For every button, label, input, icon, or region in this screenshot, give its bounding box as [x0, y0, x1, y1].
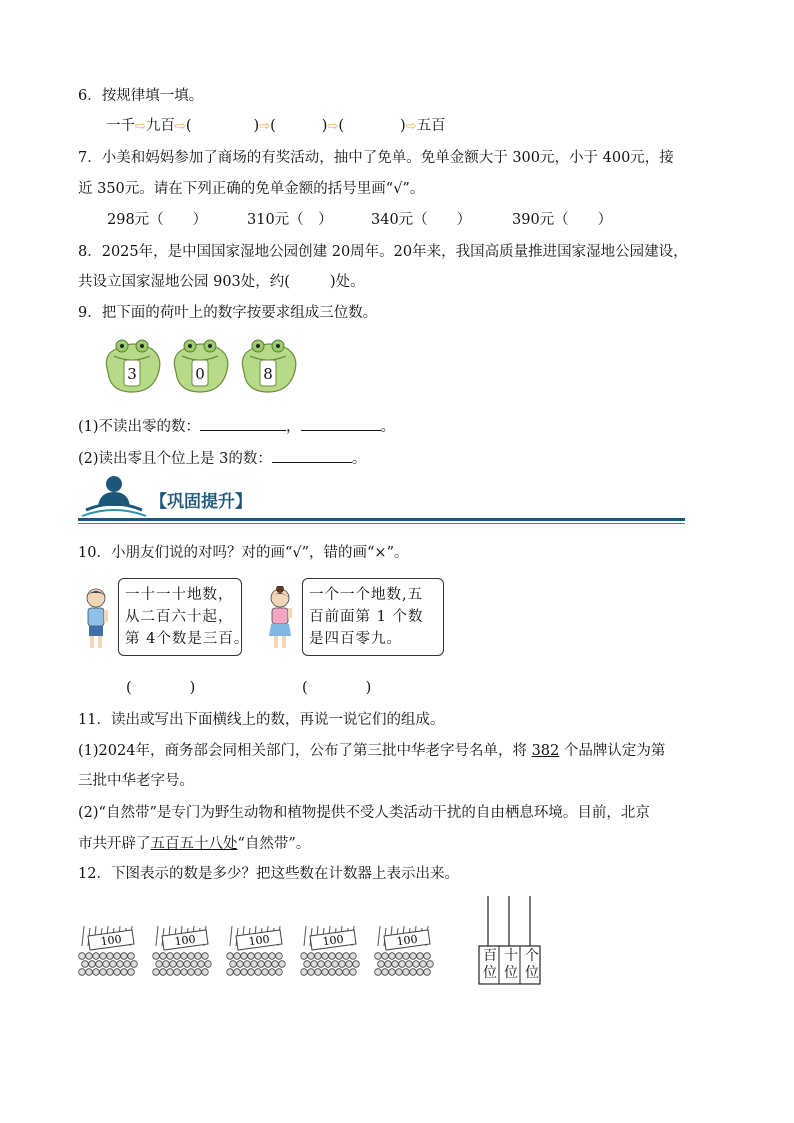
girl-avatar	[262, 586, 298, 652]
section-divider	[78, 518, 685, 521]
hundred-bundle	[375, 926, 434, 975]
section-divider-thin	[78, 523, 685, 524]
q11-p2-line2	[78, 832, 310, 853]
q7-option-4: 390元（ ）	[512, 212, 613, 228]
hundred-bundle	[227, 926, 286, 975]
bubble-line: 百前面第 1 个数	[309, 609, 424, 625]
answer-blank	[301, 416, 381, 431]
q11-p2-text: 市共开辟了	[78, 836, 151, 852]
bundle-label: 100	[247, 932, 271, 949]
bubble-line: 一十一十地数，	[125, 587, 234, 603]
q8-line1: 8．2025年，是中国国家湿地公园创建 20周年。20年来，我国高质量推进国家湿地公园建设，	[78, 244, 688, 260]
q11-p1-text-end: 个品牌认定为第	[559, 743, 666, 759]
hundred-bundle	[79, 926, 138, 975]
q11-p1-underlined-number: 382	[531, 743, 560, 759]
arrow-right-icon: ⇨	[327, 119, 339, 134]
bundle-label: 100	[395, 932, 419, 949]
seq-item-end: 五百	[416, 118, 446, 134]
q9-sub1	[78, 415, 395, 436]
q6-sequence	[106, 114, 446, 135]
blank-close-3: )	[399, 118, 406, 134]
answer-blank	[272, 448, 352, 463]
q9-sub1-end: 。	[380, 419, 396, 435]
seq-item-2: 九百	[145, 118, 175, 134]
bubble-line: 是四百零九。	[309, 631, 402, 647]
q7-line2: 近 350元。请在下列正确的免单金额的括号里画“√”。	[78, 181, 425, 197]
q11-p2-underlined-number: 五百五十八处	[150, 836, 238, 852]
lotus-leaf-3	[242, 340, 295, 392]
q11-p1-line1	[78, 739, 665, 760]
lotus-digit-2: 0	[195, 365, 205, 383]
q7-option-1: 298元（ ）	[107, 212, 208, 228]
q10-answer-2: ( )	[302, 680, 372, 696]
arrow-right-icon: ⇨	[135, 119, 146, 134]
hundred-bundles	[74, 922, 464, 984]
q10-title: 10．小朋友们说的对吗？对的画“√”，错的画“×”。	[78, 545, 409, 561]
q7-option-2: 310元（ ）	[247, 212, 333, 228]
q10-answer-1: ( )	[126, 680, 196, 696]
q7-option-3: 340元（ ）	[371, 212, 472, 228]
hundred-bundle	[153, 926, 212, 975]
q11-title: 11．读出或写出下面横线上的数，再说一说它们的组成。	[78, 712, 445, 728]
lotus-leaf-2	[174, 340, 227, 392]
q9-sub1-sep: ，	[286, 419, 301, 435]
blank-open-1: (	[185, 118, 192, 134]
hundred-bundle	[301, 926, 360, 975]
seq-item-1: 一千	[106, 118, 135, 134]
bundle-label: 100	[173, 932, 197, 949]
q6-title: 6．按规律填一填。	[78, 88, 204, 104]
q11-p2-text-end: “自然带”。	[237, 836, 311, 852]
abacus-label-tens: 十位	[504, 948, 518, 981]
q9-sub1-label: (1)不读出零的数：	[78, 419, 201, 435]
blank-open-3: (	[338, 118, 344, 134]
blank-open-2: (	[270, 118, 276, 134]
speech-bubble-boy	[118, 578, 250, 656]
arrow-right-icon: ⇨	[259, 119, 271, 134]
answer-blank	[200, 416, 286, 431]
q8-line2-b: )处。	[329, 274, 365, 290]
bundle-label: 100	[99, 932, 123, 949]
q11-p1-line2: 三批中华老字号。	[78, 773, 194, 789]
arrow-right-icon: ⇨	[405, 119, 417, 134]
bubble-line: 第 4个数是三百。	[125, 631, 250, 647]
q12-title: 12．下图表示的数是多少？把这些数在计数器上表示出来。	[78, 866, 459, 882]
q11-p1-text: (1)2024年，商务部会同相关部门，公布了第三批中华老字号名单，将	[78, 743, 532, 759]
lotus-leaf-group	[100, 334, 300, 396]
blank-close-1: )	[253, 118, 260, 134]
q11-p2-line1: (2)“自然带”是专门为野生动物和植物提供不受人类活动干扰的自由栖息环境。目前，北京	[78, 805, 650, 821]
q7-line1: 7．小美和妈妈参加了商场的有奖活动，抽中了免单。免单金额大于 300元，小于 400元，接	[78, 150, 674, 166]
lotus-digit-3: 8	[263, 365, 273, 383]
section-title: 【巩固提升】	[150, 492, 252, 512]
bubble-line: 一个一个地数,五	[309, 587, 424, 603]
boy-avatar	[78, 586, 114, 652]
section-reading-icon	[78, 474, 148, 520]
q9-sub2	[78, 447, 366, 468]
abacus-label-hundreds: 百位	[483, 948, 497, 981]
lotus-digit-1: 3	[127, 365, 137, 383]
q8-line2-a: 共设立国家湿地公园 903处，约(	[78, 274, 290, 290]
arrow-right-icon: ⇨	[174, 119, 186, 134]
q9-sub2-label: (2)读出零且个位上是 3的数：	[78, 451, 272, 467]
q8-line2	[78, 270, 365, 291]
abacus-label-ones: 个位	[525, 948, 539, 981]
speech-bubble-girl	[302, 578, 444, 656]
q9-title: 9．把下面的荷叶上的数字按要求组成三位数。	[78, 305, 378, 321]
lotus-leaf-1	[106, 340, 159, 392]
blank-close-2: )	[321, 118, 328, 134]
bundle-label: 100	[321, 932, 345, 949]
bubble-line: 从二百六十起，	[125, 609, 234, 625]
q9-sub2-end: 。	[351, 451, 367, 467]
